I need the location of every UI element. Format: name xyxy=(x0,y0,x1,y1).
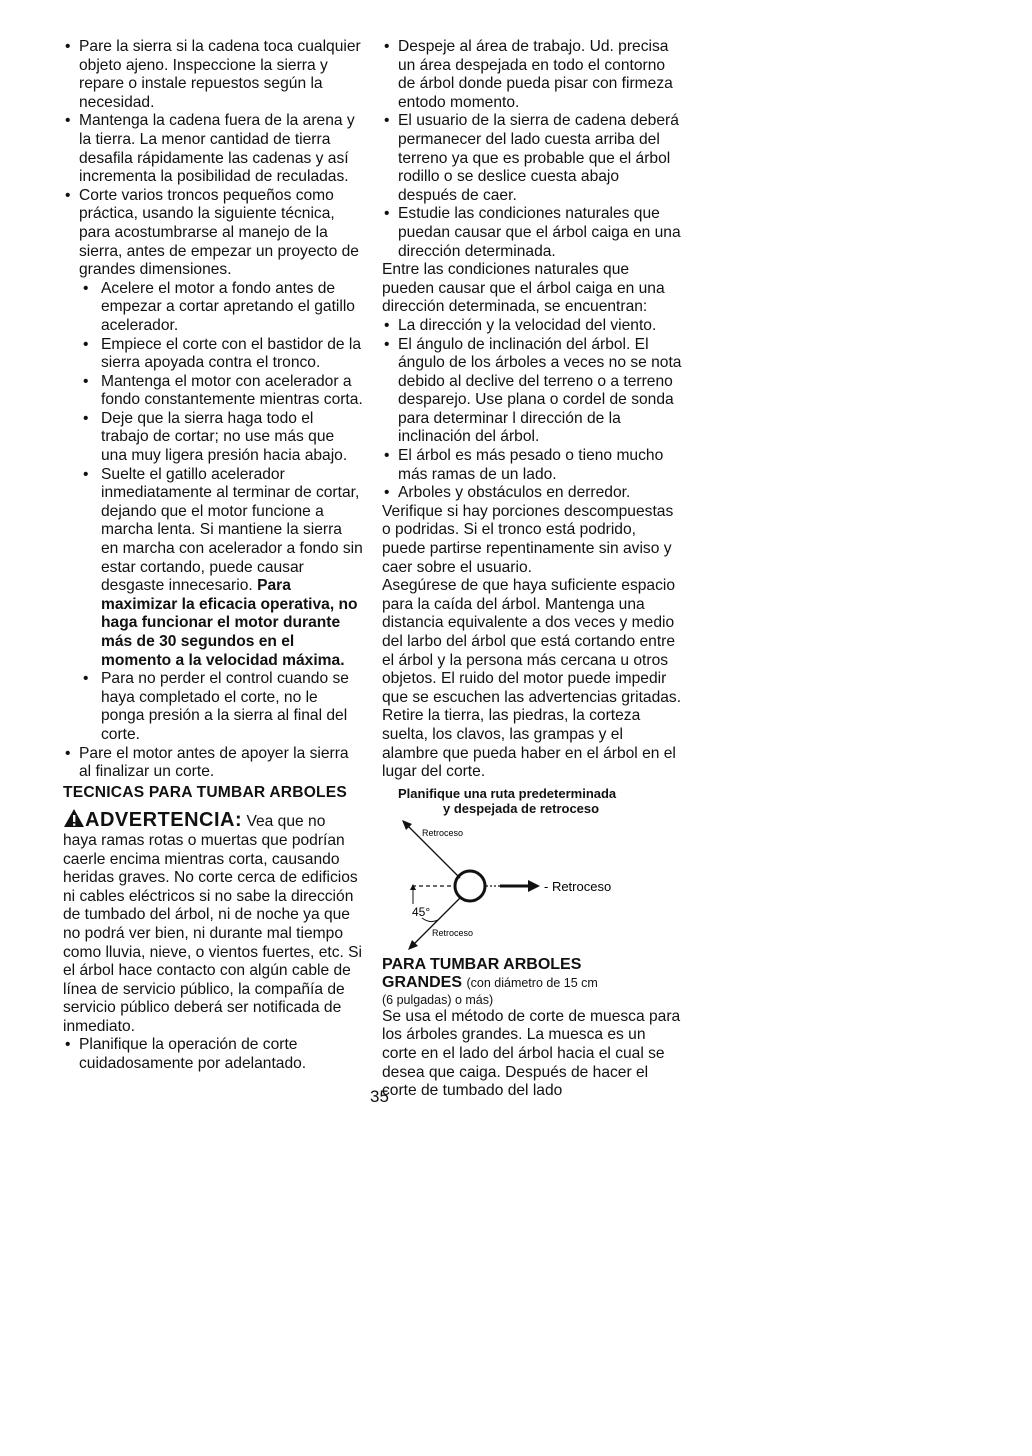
heading-line2: GRANDES xyxy=(382,973,463,991)
list-item: • El árbol es más pesado o tieno mucho más ramas de un lado. xyxy=(382,447,682,484)
bullet-list-plan xyxy=(63,1036,363,1073)
bullet-list-conditions xyxy=(382,317,682,503)
list-item: • Estudie las condiciones naturales que puedan causar que el árbol caiga en una dirección determinada. xyxy=(382,205,682,261)
right-column xyxy=(382,38,682,1101)
heading-note: (con diámetro de 15 cm xyxy=(466,975,598,990)
warning-label: ADVERTENCIA: xyxy=(85,809,243,832)
heading-techniques: TECNICAS PARA TUMBAR ARBOLES xyxy=(63,783,347,801)
list-item: • Para no perder el control cuando se haya completado el corte, no le ponga presión a la sierra al final del corte. xyxy=(63,670,363,744)
paragraph-conditions: Entre las condiciones naturales que pueden causar que el árbol caiga en una dirección determinada, se encuentran: xyxy=(382,261,665,316)
list-item: • Empiece el corte con el bastidor de la sierra apoyada contra el tronco. xyxy=(63,336,363,373)
warning-block xyxy=(63,808,363,1036)
heading-note-2: (6 pulgadas) o más) xyxy=(382,992,494,1007)
diagram-title-line1: Planifique una ruta predeterminada xyxy=(398,785,617,801)
label-retreat-top: Retroceso xyxy=(422,827,464,838)
label-retreat-right: - Retroceso xyxy=(544,878,612,894)
paragraph-remove: Retire la tierra, las piedras, la corteza suelta, los clavos, las grampas y el alambre que pueda haber en el árbol en el lugar del corte. xyxy=(382,707,676,781)
list-item: • Mantenga la cadena fuera de la arena y la tierra. La menor cantidad de tierra desafila rápidamente las cadenas y así incrementa la posibilidad de reculadas. xyxy=(63,112,363,186)
list-item: • El ángulo de inclinación del árbol. El ángulo de los árboles a veces no se nota debido al declive del terreno o a terreno desparejo. Use plana o cordel de sonda para determinar l dirección de la inclinación del árbol. xyxy=(382,336,682,448)
bullet-list-right-top xyxy=(382,38,682,261)
diagram-title xyxy=(382,786,682,816)
bullet-list-top xyxy=(63,38,363,280)
list-item: • El usuario de la sierra de cadena deberá permanecer del lado cuesta arriba del terreno ya que es probable que el árbol rodillo o se deslice cuesta abajo después de caer. xyxy=(382,112,682,205)
release-text: Suelte el gatillo acelerador inmediatamente al terminar de cortar, dejando que el motor funcione a marcha lenta. Si mantiene la sierra en marcha con acelerador a fondo sin estar cortando, puede causar desgaste innecesario. xyxy=(101,465,363,595)
tree-circle xyxy=(455,871,485,901)
list-item: • Mantenga el motor con acelerador a fondo constantemente mientras corta. xyxy=(63,373,363,410)
paragraph-space: Asegúrese de que haya suficiente espacio para la caída del árbol. Mantenga una distancia equivalente a dos veces y medio del larbo del árbol que está cortando entre el árbol y la persona más cercana u otros objetos. El ruido del motor puede impedir que se escuchen las advertencias gritadas. xyxy=(382,577,682,706)
left-column xyxy=(63,38,363,1074)
sub-bullet-list xyxy=(63,280,363,745)
paragraph-notch: Se usa el método de corte de muesca para los árboles grandes. La muesca es un corte en el lado del árbol hacia el cual se desea que caiga. Después de hacer el corte de tumbado del lado xyxy=(382,1007,681,1100)
page-number: 35 xyxy=(370,1087,389,1106)
arrowhead-right xyxy=(528,880,540,892)
retreat-path-diagram xyxy=(382,816,682,956)
list-item: • Acelere el motor a fondo antes de empezar a cortar apretando el gatillo acelerador. xyxy=(63,280,363,336)
list-item: • Despeje al área de trabajo. Ud. precisa un área despejada en todo el contorno de árbol donde pueda pisar con firmeza entodo momento. xyxy=(382,38,682,112)
list-item xyxy=(63,466,363,671)
paragraph-verify: Verifique si hay porciones descompuestas o podridas. Si el tronco está podrido, puede partirse repentinamente sin aviso y caer sobre el usuario. xyxy=(382,502,674,576)
list-item: • La dirección y la velocidad del viento. xyxy=(382,317,682,336)
section-heading-large-trees xyxy=(382,956,682,992)
release-bold-text: Para maximizar la eficacia operativa, no haga funcionar el motor durante más de 30 segundos en el momento a la velocidad máxima. xyxy=(101,577,358,669)
list-item: • Pare el motor antes de apoyer la sierra al finalizar un corte. xyxy=(63,745,363,782)
warning-text: Vea que no haya ramas rotas o muertas que podrían caerle encima mientras corta, causando heridas graves. No corte cerca de edificios ni cables eléctricos si no sabe la dirección de tumbado del árbol, ni de noche ya que no podrá ver bien, ni durante mal tiempo como lluvia, nieve, o vientos fuertes, etc. Si el árbol hace contacto con algún cable de línea de servicio público, la compañía de servicio público deberá ser notificada de inmediato. xyxy=(63,813,363,1035)
list-item: • Planifique la operación de corte cuidadosamente por adelantado. xyxy=(63,1036,363,1073)
list-item: • Arboles y obstáculos en derredor. xyxy=(382,484,682,503)
heading-line1: PARA TUMBAR ARBOLES xyxy=(382,955,582,973)
bullet-list-stop xyxy=(63,745,363,782)
angle-label: 45° xyxy=(412,904,431,919)
list-item: • Corte varios troncos pequeños como práctica, usando la siguiente técnica, para acostumbrarse al manejo de la sierra, antes de empezar un proyecto de grandes dimensiones. xyxy=(63,187,363,280)
list-item: • Deje que la sierra haga todo el trabajo de cortar; no use más que una muy ligera presión hacia abajo. xyxy=(63,410,363,466)
list-item: • Pare la sierra si la cadena toca cualquier objeto ajeno. Inspeccione la sierra y repare o instale repuestos según la necesidad. xyxy=(63,38,363,112)
up-arrowhead xyxy=(410,884,416,890)
warning-triangle-icon xyxy=(63,808,85,828)
label-retreat-bottom: Retroceso xyxy=(432,927,474,938)
diagram-title-line2: y despejada de retroceso xyxy=(443,800,600,816)
